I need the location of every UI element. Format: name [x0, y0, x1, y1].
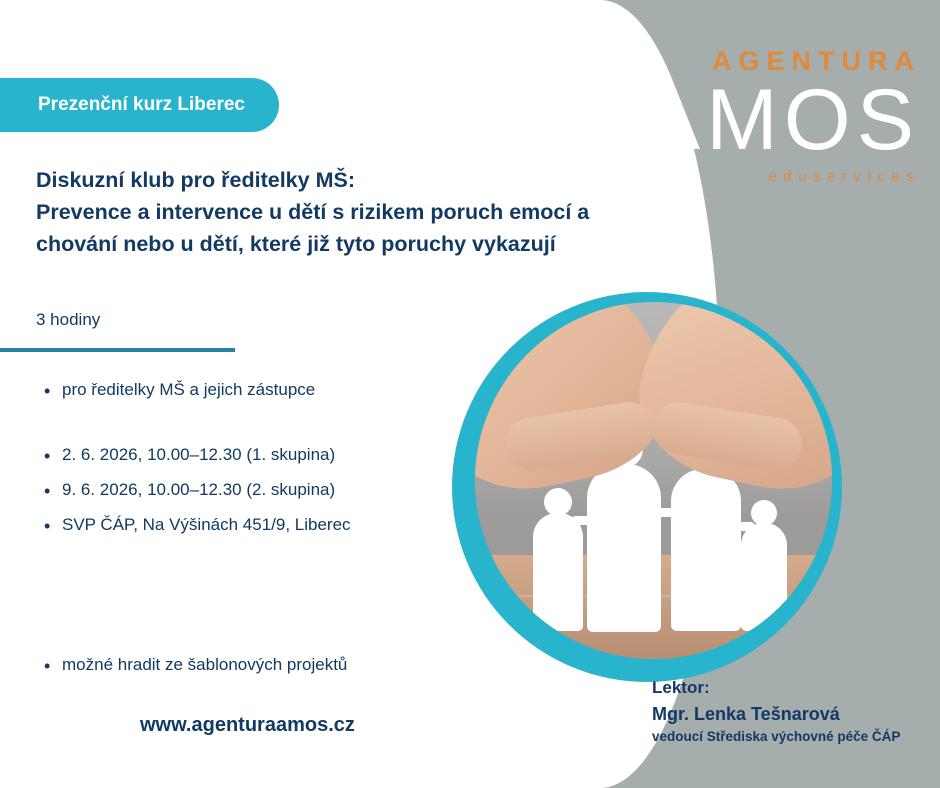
bullet-dot-icon: •: [44, 516, 51, 537]
brand-logo: [614, 46, 921, 185]
audience-item-text: pro ředitelky MŠ a jejich zástupce: [62, 380, 316, 399]
course-type-label: Prezenční kurz Liberec: [38, 94, 245, 115]
website-link[interactable]: www.agenturaamos.cz: [140, 714, 355, 736]
hands-protecting-family-photo: [475, 302, 832, 659]
bullet-dot-icon: •: [44, 481, 51, 502]
lecturer-role: vedoucí Střediska výchovné péče ČÁP: [652, 729, 901, 744]
date-item-text-1: 2. 6. 2026, 10.00–12.30 (1. skupina): [62, 445, 336, 464]
page-title-line-2: Prevence a intervence u dětí s rizikem poruch emocí a chování nebo u dětí, které již tyto poruchy vykazují: [36, 199, 590, 256]
figure-arm-link-left: [571, 516, 601, 525]
figure-child-left: [533, 488, 583, 630]
figure-head: [544, 488, 572, 516]
bullet-dot-icon: •: [44, 381, 51, 401]
figure-body: [741, 523, 787, 631]
course-duration: 3 hodiny: [36, 310, 101, 329]
venue-item-text: SVP ČÁP, Na Výšinách 451/9, Liberec: [62, 515, 351, 535]
logo-eduservices-text: eduservices: [768, 168, 920, 185]
course-type-ribbon: [0, 78, 279, 132]
figure-arm-link-right: [731, 522, 755, 531]
logo-amos-text: AMOS: [642, 72, 920, 168]
page-title-line-1: Diskuzní klub pro ředitelky MŠ:: [36, 168, 355, 192]
divider-rule: [0, 348, 235, 352]
figure-child-right: [741, 500, 787, 630]
figure-arm-link-center: [653, 508, 677, 517]
page-title: [36, 165, 596, 260]
lecturer-block: [652, 678, 922, 744]
lecturer-label: Lektor:: [652, 678, 710, 697]
figure-body: [671, 469, 741, 631]
lecturer-name: Mgr. Lenka Tešnarová: [652, 704, 840, 724]
funding-item-text: možné hradit ze šablonových projektů: [62, 655, 348, 674]
date-item-text-2: 9. 6. 2026, 10.00–12.30 (2. skupina): [62, 480, 336, 500]
logo-agentura-text: AGENTURA: [712, 46, 921, 76]
bullet-dot-icon: •: [44, 446, 51, 466]
figure-body: [533, 513, 583, 631]
figure-body: [587, 464, 661, 632]
bullet-dot-icon: •: [44, 656, 51, 676]
